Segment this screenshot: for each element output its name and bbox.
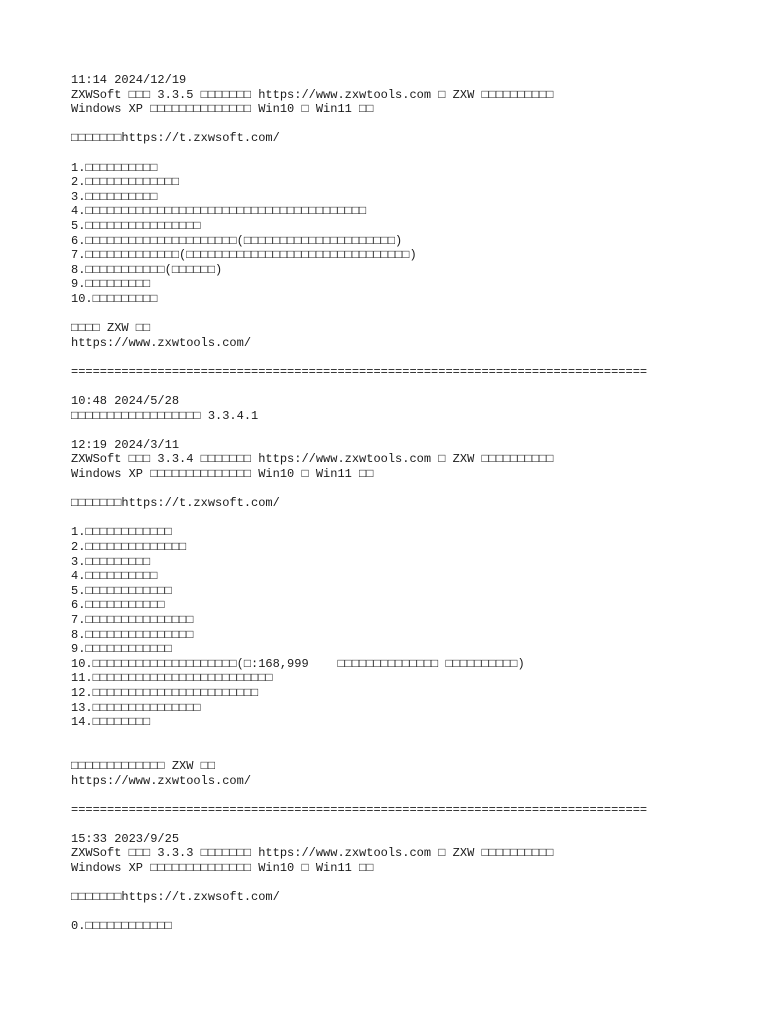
entry-timestamp: 12:19 2024/3/11 [71,437,180,452]
list-item: 9.□□□□□□□□□□□□ [71,642,172,657]
list-item: 8.□□□□□□□□□□□(□□□□□□) [71,262,223,277]
list-item: 10.□□□□□□□□□□□□□□□□□□□□(□:168,999 □□□□□□□□□□□□□□ □□□□□□□□□□) [71,656,525,671]
blank-line [71,876,731,891]
text-line: □□□□□□□https://t.zxwsoft.com/ [71,496,280,511]
blank-line [71,423,731,438]
entry-timestamp: 10:48 2024/5/28 [71,394,180,409]
text-line: □□□□ ZXW □□ [71,321,151,336]
text-line: ZXWSoft □□□ 3.3.4 □□□□□□□ https://www.zxwtools.com □ ZXW □□□□□□□□□□ [71,452,554,467]
separator-line: ================================================================================ [71,364,648,379]
separator-line: ================================================================================ [71,802,648,817]
list-item: 5.□□□□□□□□□□□□□□□□ [71,218,201,233]
entry-timestamp: 11:14 2024/12/19 [71,73,187,87]
list-item: 0.□□□□□□□□□□□□ [71,919,172,934]
list-item: 2.□□□□□□□□□□□□□ [71,175,180,190]
list-item: 4.□□□□□□□□□□□□□□□□□□□□□□□□□□□□□□□□□□□□□□□ [71,204,367,219]
list-item: 12.□□□□□□□□□□□□□□□□□□□□□□□ [71,685,259,700]
list-item: 1.□□□□□□□□□□ [71,160,158,175]
text-line: ZXWSoft □□□ 3.3.3 □□□□□□□ https://www.zxwtools.com □ ZXW □□□□□□□□□□ [71,846,554,861]
text-line: Windows XP □□□□□□□□□□□□□□ Win10 □ Win11 □□ [71,861,374,876]
list-item: 5.□□□□□□□□□□□□ [71,583,172,598]
blank-line [71,788,731,803]
list-item: 9.□□□□□□□□□ [71,277,151,292]
list-item: 8.□□□□□□□□□□□□□□□ [71,627,194,642]
url-line: https://www.zxwtools.com/ [71,335,252,350]
list-item: 2.□□□□□□□□□□□□□□ [71,540,187,554]
text-line: □□□□□□□□□□□□□□□□□□ 3.3.4.1 [71,408,259,423]
blank-line [71,146,731,161]
list-item: 10.□□□□□□□□□ [71,291,158,306]
text-line: Windows XP □□□□□□□□□□□□□□ Win10 □ Win11 □□ [71,102,374,117]
list-item: 6.□□□□□□□□□□□□□□□□□□□□□(□□□□□□□□□□□□□□□□□□□□□) [71,233,403,248]
blank-line [71,117,731,132]
blank-line [71,905,731,920]
blank-line [71,307,731,322]
list-item: 13.□□□□□□□□□□□□□□□ [71,700,201,715]
list-item: 7.□□□□□□□□□□□□□□□ [71,612,194,627]
blank-line [71,350,731,365]
list-item: 4.□□□□□□□□□□ [71,569,158,584]
list-item: 11.□□□□□□□□□□□□□□□□□□□□□□□□□ [71,671,273,686]
text-line: □□□□□□□https://t.zxwsoft.com/ [71,890,280,905]
blank-line [71,379,731,394]
blank-line [71,730,731,745]
list-item: 6.□□□□□□□□□□□ [71,598,165,613]
blank-line [71,511,731,526]
list-item: 7.□□□□□□□□□□□□□(□□□□□□□□□□□□□□□□□□□□□□□□□□□□□□□) [71,248,417,263]
blank-line [71,744,731,759]
list-item: 3.□□□□□□□□□ [71,554,151,569]
url-line: https://www.zxwtools.com/ [71,773,252,788]
text-line: □□□□□□□□□□□□□ ZXW □□ [71,758,216,773]
text-line: Windows XP □□□□□□□□□□□□□□ Win10 □ Win11 □□ [71,467,374,482]
list-item: 1.□□□□□□□□□□□□ [71,525,172,540]
changelog-text-document [71,73,731,934]
blank-line [71,817,731,832]
list-item: 14.□□□□□□□□ [71,715,151,730]
blank-line [71,482,731,497]
entry-timestamp: 15:33 2023/9/25 [71,831,180,846]
list-item: 3.□□□□□□□□□□ [71,189,158,204]
text-line: □□□□□□□https://t.zxwsoft.com/ [71,131,280,146]
text-line: ZXWSoft □□□ 3.3.5 □□□□□□□ https://www.zxwtools.com □ ZXW □□□□□□□□□□ [71,87,554,102]
